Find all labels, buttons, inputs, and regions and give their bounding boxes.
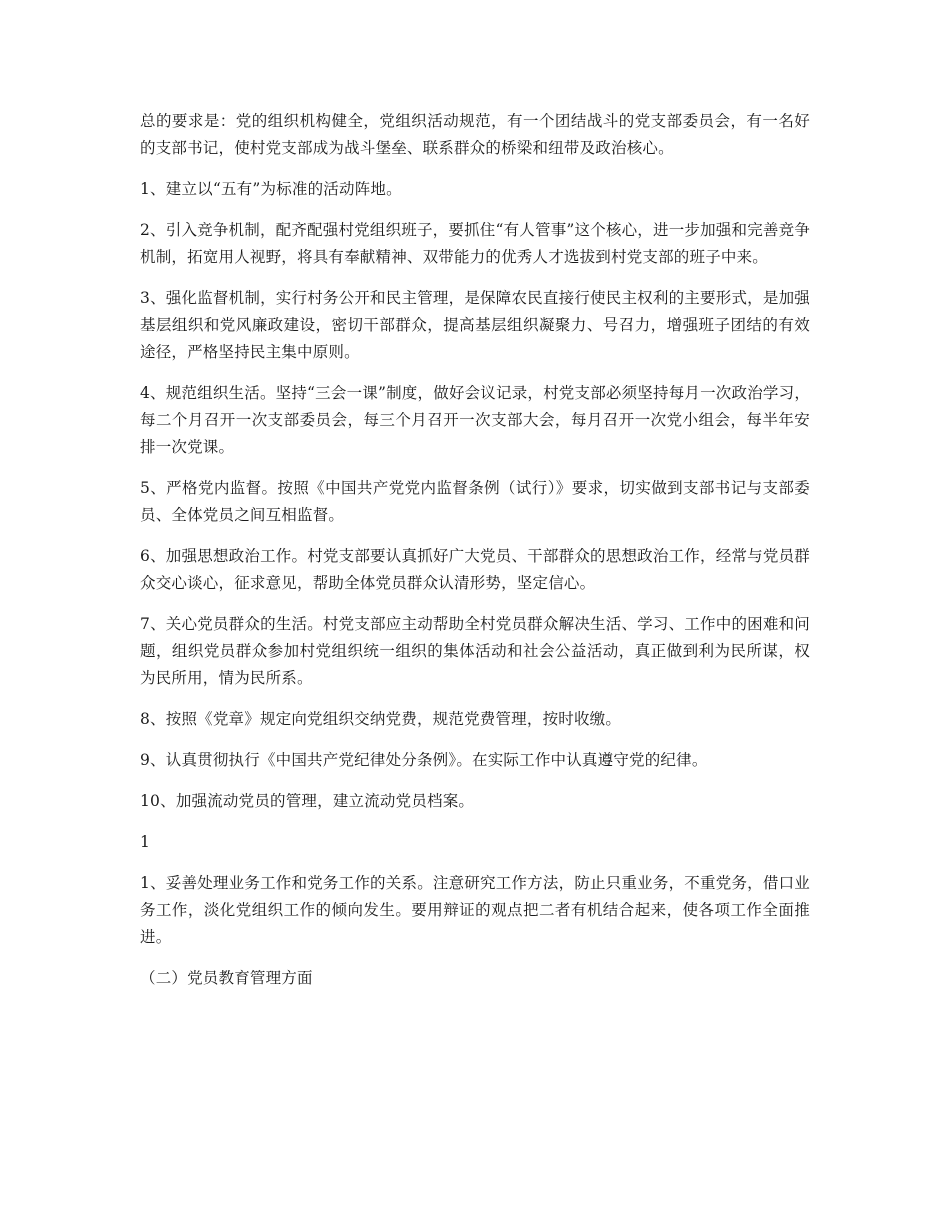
list-item: 3、强化监督机制，实行村务公开和民主管理，是保障农民直接行使民主权利的主要形式，是加强基层组织和党风廉政建设，密切干部群众，提高基层组织凝聚力、号召力，增强班子团结的有效途径，严格坚持民主集中原则。: [140, 289, 810, 361]
list-item: 10、加强流动党员的管理，建立流动党员档案。: [140, 792, 475, 810]
list-item: 8、按照《党章》规定向党组织交纳党费，规范党费管理，按时收缴。: [140, 710, 622, 728]
section-heading: （二）党员教育管理方面: [140, 969, 313, 987]
page-number: 1: [140, 833, 151, 851]
list-item: 2、引入竞争机制，配齐配强村党组织班子，要抓住“有人管事”这个核心，进一步加强和完善竞争机制，拓宽用人视野，将具有奉献精神、双带能力的优秀人才选拔到村党支部的班子中来。: [140, 221, 811, 266]
list-item: 1、妥善处理业务工作和党务工作的关系。注意研究工作方法，防止只重业务，不重党务，借口业务工作，淡化党组织工作的倾向发生。要用辩证的观点把二者有机结合起来，使各项工作全面推进。: [140, 874, 810, 946]
list-item: 5、严格党内监督。按照《中国共产党党内监督条例（试行）》要求，切实做到支部书记与支部委员、全体党员之间互相监督。: [140, 479, 810, 524]
document-page: [140, 108, 810, 1006]
list-item: 9、认真贯彻执行《中国共产党纪律处分条例》。在实际工作中认真遵守党的纪律。: [140, 751, 708, 769]
list-item: 7、关心党员群众的生活。村党支部应主动帮助全村党员群众解决生活、学习、工作中的困难和问题，组织党员群众参加村党组织统一组织的集体活动和社会公益活动，真正做到利为民所谋，权为民所用，情为民所系。: [140, 615, 810, 687]
intro-paragraph: 总的要求是：党的组织机构健全，党组织活动规范，有一个团结战斗的党支部委员会，有一名好的支部书记，使村党支部成为战斗堡垒、联系群众的桥梁和纽带及政治核心。: [140, 112, 810, 157]
list-item: 4、规范组织生活。坚持“三会一课”制度，做好会议记录，村党支部必须坚持每月一次政治学习，每二个月召开一次支部委员会，每三个月召开一次支部大会，每月召开一次党小组会，每半年安排一次党课。: [140, 384, 811, 456]
list-item: 6、加强思想政治工作。村党支部要认真抓好广大党员、干部群众的思想政治工作，经常与党员群众交心谈心，征求意见，帮助全体党员群众认清形势，坚定信心。: [140, 547, 810, 592]
list-item: 1、建立以“五有”为标准的活动阵地。: [140, 180, 402, 198]
